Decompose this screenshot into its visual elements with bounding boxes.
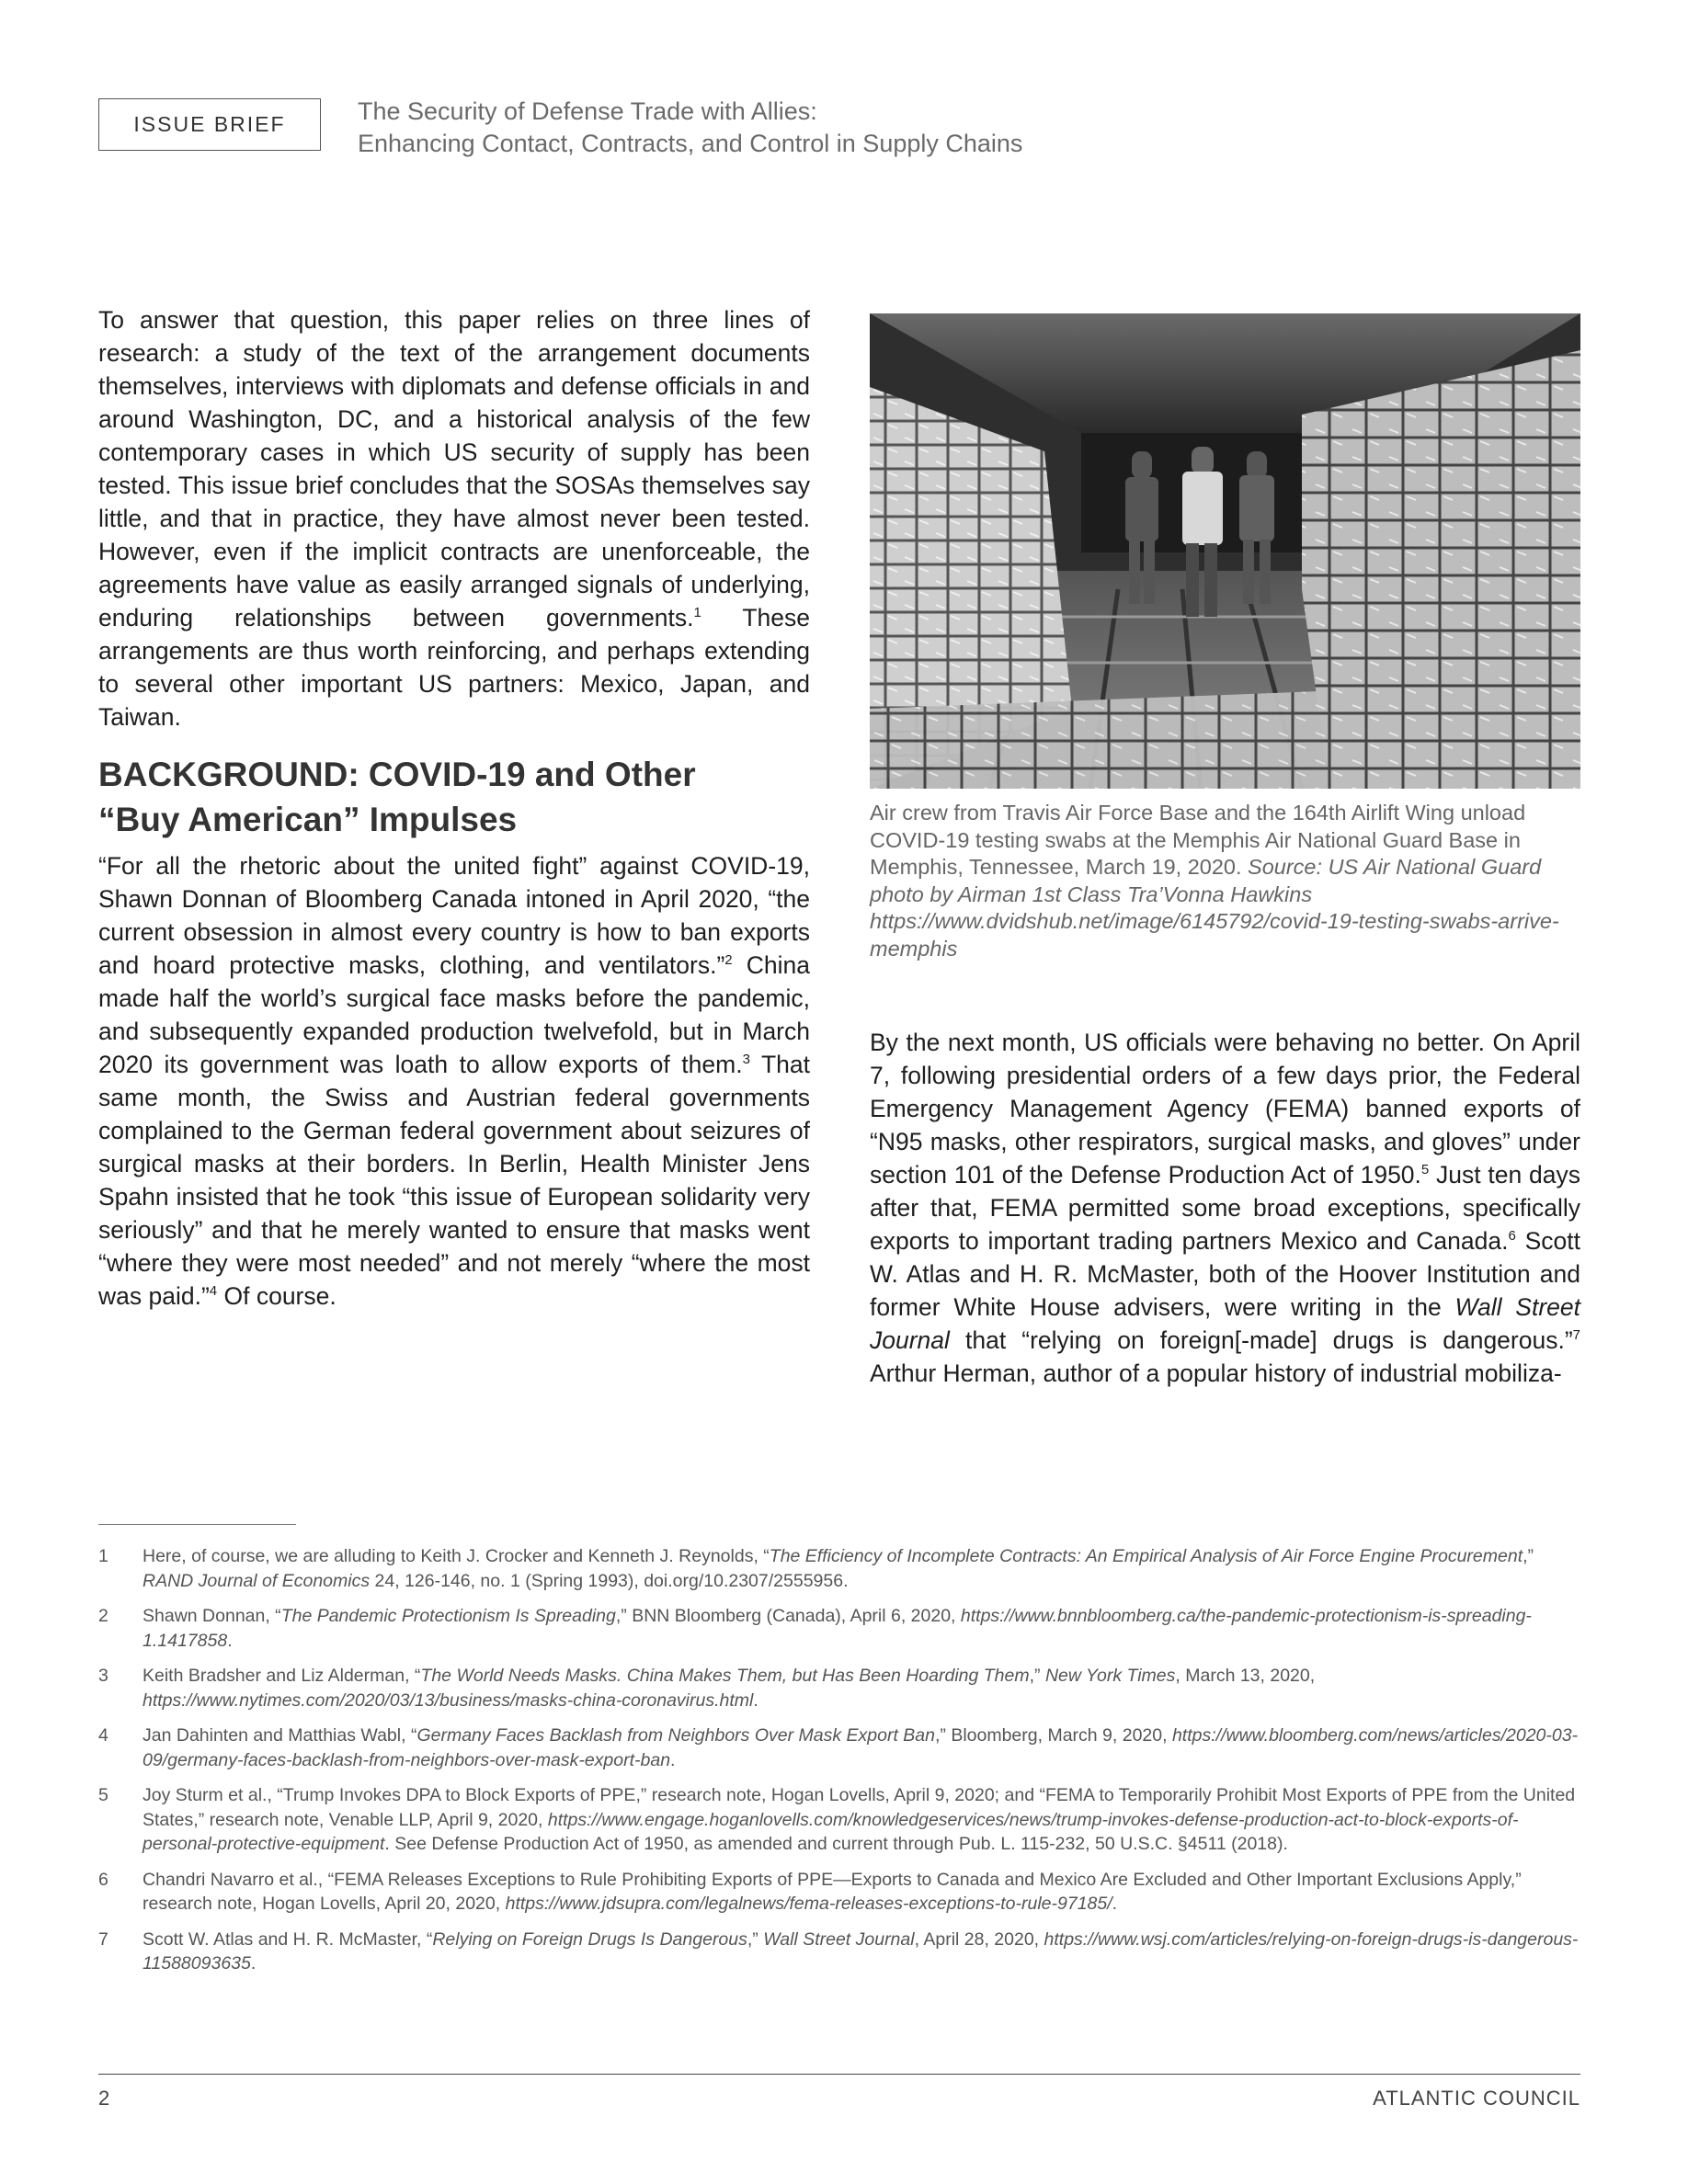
fn-journal: RAND Journal of Economics bbox=[143, 1570, 371, 1591]
text-run: China made half the world’s surgical face masks before the pandemic, and subsequently expanded production twelvefold, but in March 2020 its government was loath to allow exports of them. bbox=[98, 951, 810, 1078]
footnote-ref[interactable]: 6 bbox=[1508, 1228, 1516, 1245]
fn-link[interactable]: https://www.bloomberg.com/news/articles/2020-03-09/germany-faces-backlash-from-neighbors-over-mask-export-ban bbox=[143, 1725, 1579, 1770]
right-column bbox=[870, 1026, 1580, 1390]
fn-link[interactable]: https://www.engage.hoganlovells.com/knowledgeservices/news/trump-invokes-defense-production-act-to-block-exports-of-personal-protective-equipment bbox=[143, 1809, 1519, 1854]
fn-text: ,” bbox=[1523, 1546, 1534, 1566]
document-title bbox=[358, 96, 1185, 160]
fn-link[interactable]: https://www.bnnbloomberg.ca/the-pandemic-protectionism-is-spreading-1.1417858 bbox=[143, 1606, 1532, 1651]
footnote-ref[interactable]: 1 bbox=[693, 605, 701, 621]
fn-text: Here, of course, we are alluding to Keith J. Crocker and Kenneth J. Reynolds, “ bbox=[143, 1546, 770, 1566]
footnote-number: 4 bbox=[98, 1725, 108, 1746]
page-number: 2 bbox=[98, 2087, 110, 2110]
footnote-ref[interactable]: 2 bbox=[724, 952, 733, 969]
fn-text: ,” BNN Bloomberg (Canada), April 6, 2020, bbox=[615, 1606, 961, 1626]
footnote-ref[interactable]: 5 bbox=[1420, 1162, 1430, 1178]
title-line-2: Enhancing Contact, Contracts, and Control in Supply Chains bbox=[358, 130, 1023, 157]
footnote-ref[interactable]: 7 bbox=[1572, 1327, 1580, 1344]
organization-name: ATLANTIC COUNCIL bbox=[1373, 2087, 1580, 2110]
footnote bbox=[98, 1928, 1580, 1976]
text-run: Just ten days after that, FEMA permitted some broad exceptions, specifically exports to important trading partners Mexico and Canada. bbox=[870, 1161, 1580, 1255]
fn-text: Joy Sturm et al., “Trump Invokes DPA to Block Exports of PPE,” research note, Hogan Lovells, April 9, 2020; and “FEMA to Temporarily Prohibit Most Exports of PPE from the United States,” research note, Venable LLP, April 9, 2020, bbox=[143, 1785, 1576, 1830]
fn-link[interactable]: https://www.nytimes.com/2020/03/13/business/masks-china-coronavirus.html bbox=[143, 1689, 754, 1711]
text-run: that “relying on foreign[-made] drugs is dangerous.” bbox=[949, 1326, 1573, 1354]
fn-title: The Pandemic Protectionism Is Spreading bbox=[280, 1606, 616, 1626]
text-run: “For all the rhetoric about the united fight” against COVID-19, Shawn Donnan of Bloomberg Canada intoned in April 2020, “the current obsession in almost every country is how to ban exports and hoard protective masks, clothing, and ventilators.” bbox=[98, 852, 810, 979]
footnote bbox=[98, 1868, 1580, 1917]
fn-text: Chandri Navarro et al., “FEMA Releases Exceptions to Rule Prohibiting Exports of PPE—Exports to Canada and Mexico Are Excluded and Other Important Exclusions Apply,” research note, Hogan Lovells, April 20, 2020, bbox=[143, 1869, 1522, 1914]
fn-journal: New York Times bbox=[1044, 1666, 1176, 1686]
fn-text: Shawn Donnan, “ bbox=[143, 1606, 281, 1626]
fn-text: ,” Bloomberg, March 9, 2020, bbox=[934, 1725, 1172, 1746]
text-run: Scott W. Atlas and H. R. McMaster, both of the Hoover Institution and former White House advisers, were writing in the bbox=[870, 1227, 1580, 1321]
footnote bbox=[98, 1664, 1580, 1712]
footnote-number: 7 bbox=[98, 1928, 108, 1950]
footnote-number: 2 bbox=[98, 1606, 108, 1626]
text-run: Of course. bbox=[217, 1282, 336, 1310]
footnote-number: 3 bbox=[98, 1666, 108, 1686]
caption-source: Source: US Air National Guard photo by Airman 1st Class Tra’Vonna Hawkins https://www.dvidshub.net/image/6145792/covid-19-testing-swabs-arrive-memphis bbox=[870, 855, 1559, 961]
title-line-1: The Security of Defense Trade with Allies: bbox=[358, 97, 817, 125]
fn-text: , April 28, 2020, bbox=[914, 1928, 1044, 1950]
publication-name: Wall Street Journal bbox=[870, 1293, 1580, 1354]
caption-text: Air crew from Travis Air Force Base and the 164th Airlift Wing unload COVID-19 testing swabs at the Memphis Air National Guard Base in Memphis, Tennessee, March 19, 2020. bbox=[870, 801, 1526, 879]
fn-link[interactable]: https://www.jdsupra.com/legalnews/fema-releases-exceptions-to-rule-97185/ bbox=[505, 1894, 1112, 1914]
text-run: That same month, the Swiss and Austrian federal governments complained to the German federal government about seizures of surgical masks at their borders. In Berlin, Health Minister Jens Spahn insisted that he took “this issue of European solidarity very seriously” and that he merely wanted to ensure that masks went “where they were most needed” and not merely “where the most was paid.” bbox=[98, 1051, 810, 1310]
background-paragraph bbox=[98, 849, 810, 1313]
fn-title: Germany Faces Backlash from Neighbors Over Mask Export Ban bbox=[416, 1725, 935, 1746]
cargo-photo bbox=[870, 313, 1580, 789]
fn-text: . See Defense Production Act of 1950, as amended and current through Pub. L. 115-232, 50 U.S.C. §4511 (2018). bbox=[384, 1834, 1288, 1854]
photo-caption bbox=[870, 800, 1580, 962]
issue-brief-label: ISSUE BRIEF bbox=[98, 98, 321, 151]
cargo-photo-graphic bbox=[870, 313, 1580, 789]
text-run: By the next month, US officials were behaving no better. On April 7, following presidential orders of a few days prior, the Federal Emergency Management Agency (FEMA) banned exports of “N95 masks, other respirators, surgical masks, and gloves” under section 101 of the Defense Production Act of 1950. bbox=[870, 1029, 1580, 1189]
fn-text: ,” bbox=[1029, 1666, 1045, 1686]
fn-text: ,” bbox=[747, 1928, 764, 1950]
footnote-ref[interactable]: 4 bbox=[209, 1283, 218, 1300]
fn-text: , March 13, 2020, bbox=[1175, 1666, 1316, 1686]
fn-text: Scott W. Atlas and H. R. McMaster, “ bbox=[143, 1928, 433, 1950]
fn-title: Relying on Foreign Drugs Is Dangerous bbox=[432, 1928, 747, 1950]
footnote bbox=[98, 1604, 1580, 1653]
footnote-number: 5 bbox=[98, 1785, 108, 1805]
fn-text: Jan Dahinten and Matthias Wabl, “ bbox=[143, 1725, 417, 1746]
footnote bbox=[98, 1544, 1580, 1593]
footnotes bbox=[98, 1544, 1580, 1987]
fn-text: . bbox=[250, 1953, 257, 1974]
footer-divider bbox=[98, 2074, 1580, 2075]
footnote bbox=[98, 1723, 1580, 1772]
fn-title: The World Needs Masks. China Makes Them, but Has Been Hoarding Them bbox=[420, 1666, 1030, 1686]
section-heading bbox=[98, 752, 810, 842]
fn-journal: Wall Street Journal bbox=[763, 1928, 915, 1950]
intro-paragraph bbox=[98, 303, 810, 734]
fn-text: . bbox=[753, 1689, 758, 1711]
text-run: Arthur Herman, author of a popular history of industrial mobiliza- bbox=[870, 1359, 1562, 1387]
footnote bbox=[98, 1783, 1580, 1857]
footnote-ref[interactable]: 3 bbox=[742, 1052, 750, 1068]
fema-paragraph bbox=[870, 1026, 1580, 1390]
text-run: These arrangements are thus worth reinforcing, and perhaps extending to several other important US partners: Mexico, Japan, and Taiwan. bbox=[98, 604, 810, 731]
fn-text: . bbox=[1112, 1894, 1118, 1914]
footnote-number: 6 bbox=[98, 1869, 108, 1890]
left-column bbox=[98, 303, 810, 1313]
fn-title: The Efficiency of Incomplete Contracts: An Empirical Analysis of Air Force Engine Procurement bbox=[769, 1546, 1523, 1566]
fn-link[interactable]: https://www.wsj.com/articles/relying-on-foreign-drugs-is-dangerous-11588093635 bbox=[143, 1928, 1579, 1974]
footnote-divider bbox=[98, 1524, 296, 1525]
footnote-number: 1 bbox=[98, 1546, 108, 1566]
heading-line: “Buy American” Impulses bbox=[98, 801, 518, 838]
fn-text: . bbox=[227, 1630, 233, 1651]
fn-text: . bbox=[670, 1749, 676, 1770]
fn-text: 24, 126-146, no. 1 (Spring 1993), doi.org/10.2307/2555956. bbox=[370, 1570, 849, 1591]
heading-line: BACKGROUND: COVID-19 and Other bbox=[98, 756, 696, 793]
fn-text: Keith Bradsher and Liz Alderman, “ bbox=[143, 1666, 421, 1686]
text-run: To answer that question, this paper relies on three lines of research: a study of the text of the arrangement documents themselves, interviews with diplomats and defense officials in and around Washington, DC, and a historical analysis of the few contemporary cases in which US security of supply has been tested. This issue brief concludes that the SOSAs themselves say little, and that in practice, they have almost never been tested. However, even if the implicit contracts are unenforceable, the agreements have value as easily arranged signals of underlying, enduring relationships between governments. bbox=[98, 306, 810, 631]
